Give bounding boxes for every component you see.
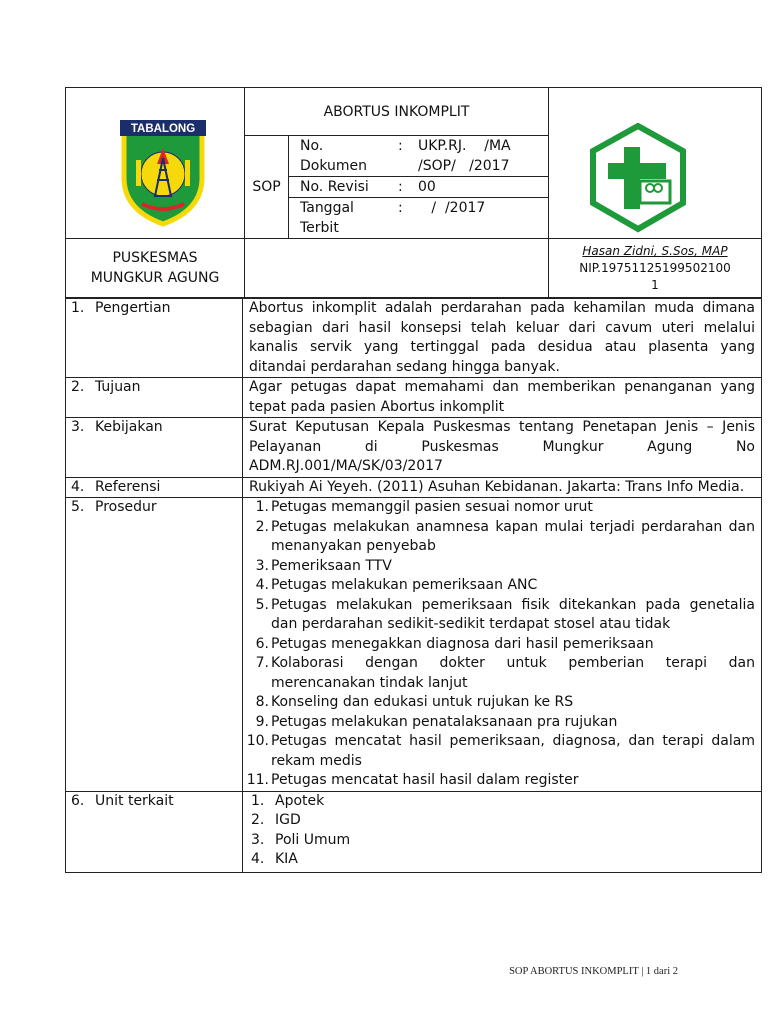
sop-document — [65, 87, 762, 873]
tabalong-emblem-icon — [118, 118, 208, 228]
header-logo-cell — [66, 88, 245, 238]
list-item: 3. Pemeriksaan TTV — [255, 557, 392, 574]
section-label-prosedur: 5. Prosedur — [66, 498, 243, 792]
header-block — [65, 87, 762, 239]
table-row — [66, 418, 762, 478]
meta-row-issue-date: Tanggal Terbit : / /2017 — [300, 200, 486, 236]
section-prosedur-steps — [243, 498, 762, 792]
list-item: 8. Konseling dan edukasi untuk rujukan ke RS — [255, 694, 574, 710]
section-label-pengertian: 1. Pengertian — [66, 299, 243, 378]
table-row — [66, 378, 762, 418]
signatory: Hasan Zidni, S.Sos, MAP NIP.19751125199502100 1 — [549, 239, 761, 297]
list-item: 4. KIA — [251, 851, 298, 867]
page-footer: SOP ABORTUS INKOMPLIT | 1 dari 2 — [509, 966, 678, 977]
section-text-tujuan: Agar petugas dapat memahami dan memberikan penanganan yang tepat pada pasien Abortus inkomplit — [243, 378, 762, 418]
section-label-referensi: 4. Referensi — [66, 477, 243, 498]
section-text-pengertian: Abortus inkomplit adalah perdarahan pada kehamilan muda dimana sebagian dari hasil konsepsi telah keluar dari cavum uteri melalui kanalis servik yang tertinggal pada desidua atau plasenta yang ditandai perdarahan sedang hingga banyak. — [243, 299, 762, 378]
header-middle — [245, 88, 549, 238]
table-row — [66, 477, 762, 498]
list-item: 10. Petugas mencatat hasil pemeriksaan, diagnosa, dan terapi dalam rekam medis — [246, 733, 755, 769]
list-item: 11. Petugas mencatat hasil hasil dalam register — [246, 772, 579, 788]
list-item: 3. Poli Umum — [251, 831, 351, 848]
table-row — [66, 498, 762, 792]
list-item: 1. Petugas memanggil pasien sesuai nomor urut — [255, 499, 593, 515]
section-unit-list — [243, 791, 762, 872]
list-item: 4. Petugas melakukan pemeriksaan ANC — [255, 577, 538, 593]
section-text-referensi: Rukiyah Ai Yeyeh. (2011) Asuhan Kebidanan. Jakarta: Trans Info Media. — [243, 477, 762, 498]
table-row — [66, 299, 762, 378]
document-title: ABORTUS INKOMPLIT — [245, 88, 548, 136]
procedure-list — [243, 498, 755, 791]
list-item: 2. Petugas melakukan anamnesa kapan mulai terjadi perdarahan dan menanyakan penyebab — [255, 518, 755, 554]
table-row — [66, 791, 762, 872]
sub-header — [65, 239, 762, 298]
signatory-nip: NIP.19751125199502100 — [579, 261, 731, 275]
meta-row-revision: No. Revisi : 00 — [289, 177, 548, 198]
list-item: 5. Petugas melakukan pemeriksaan fisik ditekankan pada genetalia dan perdarahan sedikit-sedikit terdapat stosel atau tidak — [255, 596, 755, 632]
section-label-kebijakan: 3. Kebijakan — [66, 418, 243, 478]
svg-text:TABALONG: TABALONG — [130, 123, 196, 135]
section-label-unit: 6. Unit terkait — [66, 791, 243, 872]
section-text-kebijakan: Surat Keputusan Kepala Puskesmas tentang Penetapan Jenis – Jenis Pelayanan di Puskesmas Mungkur Agung No ADM.RJ.001/MA/SK/03/2017 — [243, 418, 762, 478]
list-item: 7. Kolaborasi dengan dokter untuk pemberian terapi dan merencanakan tindak lanjut — [255, 655, 755, 691]
list-item: 1. Apotek — [251, 792, 325, 809]
header-right-cell — [549, 88, 761, 238]
organization-name: PUSKESMAS MUNGKUR AGUNG — [66, 239, 245, 297]
sop-content-table — [65, 298, 762, 873]
unit-list — [251, 792, 755, 870]
document-meta — [289, 136, 548, 238]
list-item: 2. IGD — [251, 812, 301, 828]
puskesmas-logo-icon — [588, 123, 688, 233]
sop-label: SOP — [245, 136, 289, 238]
list-item: 9. Petugas melakukan penatalaksanaan pra rujukan — [255, 713, 618, 730]
list-item: 6. Petugas menegakkan diagnosa dari hasil pemeriksaan — [255, 635, 654, 652]
signature-area — [245, 239, 549, 297]
section-label-tujuan: 2. Tujuan — [66, 378, 243, 418]
signatory-name: Hasan Zidni, S.Sos, MAP — [582, 244, 728, 258]
meta-row-document-number: No. Dokumen : UKP.RJ. /MA /SOP/ /2017 — [289, 136, 548, 177]
